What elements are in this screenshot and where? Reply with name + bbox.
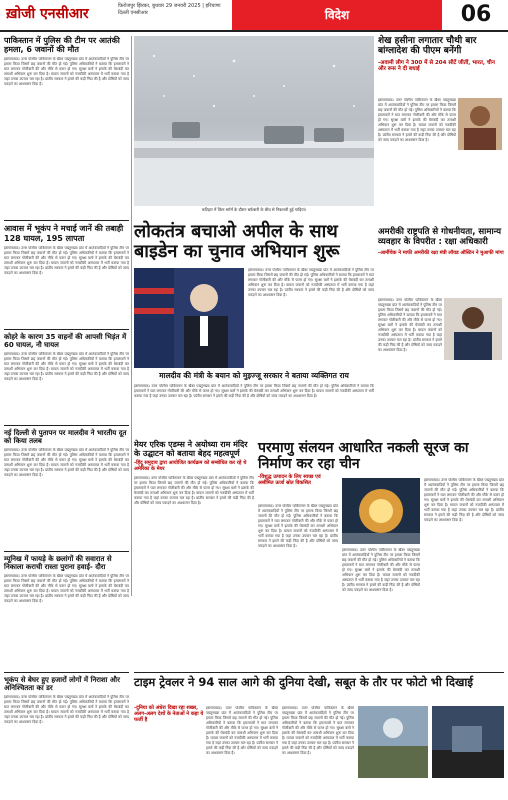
- china-sun-headline: परमाणु संलयन आधारित नकली सूरज का निर्माण कर रहा चीन: [258, 440, 469, 472]
- maldives-body: इस्लामाबाद। उत्तर पश्चिम पाकिस्तान के खैबर पख्तूनख्वा प्रांत में आतंकवादियों ने पुलिस टीम पर हमला किया जिसमें छह जवानों की मौत हो गई। पुलिस अधिकारियों ने बताया कि हमलावरों ने घात लगाकर गोलीबारी की और मौके से फरार हो गए। सुरक्षा बलों ने इलाके की घेराबंदी कर तलाशी अभियान शुरू कर दिया है। घायल जवानों को नजदीकी अस्पताल में भर्ती कराया गया है जहां उनका उपचार चल रहा है। प्रांतीय सरकार ने हमले की कड़ी निंदा की है और दोषियों को जल्द पकड़ने का आश्वासन दिया है।: [134, 383, 374, 398]
- china-sun-body-2: इस्लामाबाद। उत्तर पश्चिम पाकिस्तान के खैबर पख्तूनख्वा प्रांत में आतंकवादियों ने पुलिस टीम पर हमला किया जिसमें छह जवानों की मौत हो गई। पुलिस अधिकारियों ने बताया कि हमलावरों ने घात लगाकर गोलीबारी की और मौके से फरार हो गए। सुरक्षा बलों ने इलाके की घेराबंदी कर तलाशी अभियान शुरू कर दिया है। घायल जवानों को नजदीकी अस्पताल में भर्ती कराया गया है जहां उनका उपचार चल रहा है। प्रांतीय सरकार ने हमले की कड़ी निंदा की है और दोषियों को जल्द पकड़ने का आश्वासन दिया है।: [342, 548, 420, 592]
- left-headline-5: म्यूनिख में फायड़े के छलांगों की सवारात से निकाला कराची रास्ता पुराना हवाई- दौरा: [4, 554, 112, 571]
- newspaper-logo: ख़ोजी एनसीआर: [6, 6, 89, 22]
- page-number: 06: [444, 0, 508, 30]
- left-body-5: इस्लामाबाद। उत्तर पश्चिम पाकिस्तान के खैबर पख्तूनख्वा प्रांत में आतंकवादियों ने पुलिस टीम पर हमला किया जिसमें छह जवानों की मौत हो गई। पुलिस अधिकारियों ने बताया कि हमलावरों ने घात लगाकर गोलीबारी की और मौके से फरार हो गए। सुरक्षा बलों ने इलाके की घेराबंदी कर तलाशी अभियान शुरू कर दिया है। घायल जवानों को नजदीकी अस्पताल में भर्ती कराया गया है जहां उनका उपचार चल रहा है। प्रांतीय सरकार ने हमले की कड़ी निंदा की है और दोषियों को जल्द पकड़ने का आश्वासन दिया है।: [4, 574, 129, 604]
- time-traveler-photo-2: [432, 706, 504, 778]
- china-sun-subheadline: -विशुद्ध उत्पादन के लिए स्वच्छ एवं असीमित ऊर्जा स्रोत विकसित: [258, 474, 321, 486]
- sheikh-hasina-photo: [458, 98, 502, 150]
- fusion-reactor-photo: [342, 478, 420, 544]
- left-body-3: इस्लामाबाद। उत्तर पश्चिम पाकिस्तान के खैबर पख्तूनख्वा प्रांत में आतंकवादियों ने पुलिस टीम पर हमला किया जिसमें छह जवानों की मौत हो गई। पुलिस अधिकारियों ने बताया कि हमलावरों ने घात लगाकर गोलीबारी की और मौके से फरार हो गए। सुरक्षा बलों ने इलाके की घेराबंदी कर तलाशी अभियान शुरू कर दिया है। घायल जवानों को नजदीकी अस्पताल में भर्ती कराया गया है जहां उनका उपचार चल रहा है। प्रांतीय सरकार ने हमले की कड़ी निंदा की है और दोषियों को जल्द पकड़ने का आश्वासन दिया है।: [4, 351, 129, 381]
- lead-body-1: इस्लामाबाद। उत्तर पश्चिम पाकिस्तान के खैबर पख्तूनख्वा प्रांत में आतंकवादियों ने पुलिस टीम पर हमला किया जिसमें छह जवानों की मौत हो गई। पुलिस अधिकारियों ने बताया कि हमलावरों ने घात लगाकर गोलीबारी की और मौके से फरार हो गए। सुरक्षा बलों ने इलाके की घेराबंदी कर तलाशी अभियान शुरू कर दिया है। घायल जवानों को नजदीकी अस्पताल में भर्ती कराया गया है जहां उनका उपचार चल रहा है। प्रांतीय सरकार ने हमले की कड़ी निंदा की है और दोषियों को जल्द पकड़ने का आश्वासन दिया है।: [248, 268, 374, 297]
- right-top-subheadline: -अवामी लीग ने 300 में से 204 सीटें जीतीं, भारत, चीन और रूस ने दी बधाई: [378, 59, 495, 72]
- time-traveler-photo-1: [358, 706, 428, 778]
- lead-headline: लोकतंत्र बचाओ अपील के साथ बाइडेन का चुनाव अभियान शुरू: [134, 221, 340, 262]
- maldives-story: [134, 372, 374, 436]
- right-top-story: [378, 36, 504, 226]
- left-body-2: इस्लामाबाद। उत्तर पश्चिम पाकिस्तान के खैबर पख्तूनख्वा प्रांत में आतंकवादियों ने पुलिस टीम पर हमला किया जिसमें छह जवानों की मौत हो गई। पुलिस अधिकारियों ने बताया कि हमलावरों ने घात लगाकर गोलीबारी की और मौके से फरार हो गए। सुरक्षा बलों ने इलाके की घेराबंदी कर तलाशी अभियान शुरू कर दिया है। घायल जवानों को नजदीकी अस्पताल में भर्ती कराया गया है जहां उनका उपचार चल रहा है। प्रांतीय सरकार ने हमले की कड़ी निंदा की है और दोषियों को जल्द पकड़ने का आश्वासन दिया है।: [4, 245, 129, 275]
- time-traveler-story: [134, 676, 504, 796]
- left-headline-3: कोहरे के कारण 35 वाहनों की आपसी भिड़ंत में 60 घायल, नौ घायल: [4, 332, 127, 349]
- time-traveler-headline: टाइम ट्रेवलर ने 94 साल आगे की दुनिया देखी, सबूत के तौर पर फोटो भी दिखाई: [134, 675, 473, 689]
- china-sun-body-3: इस्लामाबाद। उत्तर पश्चिम पाकिस्तान के खैबर पख्तूनख्वा प्रांत में आतंकवादियों ने पुलिस टीम पर हमला किया जिसमें छह जवानों की मौत हो गई। पुलिस अधिकारियों ने बताया कि हमलावरों ने घात लगाकर गोलीबारी की और मौके से फरार हो गए। सुरक्षा बलों ने इलाके की घेराबंदी कर तलाशी अभियान शुरू कर दिया है। घायल जवानों को नजदीकी अस्पताल में भर्ती कराया गया है जहां उनका उपचार चल रहा है। प्रांतीय सरकार ने हमले की कड़ी निंदा की है और दोषियों को जल्द पकड़ने का आश्वासन दिया है।: [424, 478, 504, 522]
- left-body-4: इस्लामाबाद। उत्तर पश्चिम पाकिस्तान के खैबर पख्तूनख्वा प्रांत में आतंकवादियों ने पुलिस टीम पर हमला किया जिसमें छह जवानों की मौत हो गई। पुलिस अधिकारियों ने बताया कि हमलावरों ने घात लगाकर गोलीबारी की और मौके से फरार हो गए। सुरक्षा बलों ने इलाके की घेराबंदी कर तलाशी अभियान शुरू कर दिया है। घायल जवानों को नजदीकी अस्पताल में भर्ती कराया गया है जहां उनका उपचार चल रहा है। प्रांतीय सरकार ने हमले की कड़ी निंदा की है और दोषियों को जल्द पकड़ने का आश्वासन दिया है।: [4, 447, 129, 477]
- snowstorm-illustration: [134, 36, 374, 206]
- hero-caption: कटिहार में विंटर स्टॉर्म के दौरान बर्फबारी के बीच से निकलती हुई गाड़ियां।: [201, 207, 307, 212]
- left-headline-1: पाकिस्तान में पुलिस की टीम पर आतंकी हमला, 6 जवानों की मौत: [4, 36, 120, 55]
- time-traveler-body-1: इस्लामाबाद। उत्तर पश्चिम पाकिस्तान के खैबर पख्तूनख्वा प्रांत में आतंकवादियों ने पुलिस टीम पर हमला किया जिसमें छह जवानों की मौत हो गई। पुलिस अधिकारियों ने बताया कि हमलावरों ने घात लगाकर गोलीबारी की और मौके से फरार हो गए। सुरक्षा बलों ने इलाके की घेराबंदी कर तलाशी अभियान शुरू कर दिया है। घायल जवानों को नजदीकी अस्पताल में भर्ती कराया गया है जहां उनका उपचार चल रहा है। प्रांतीय सरकार ने हमले की कड़ी निंदा की है और दोषियों को जल्द पकड़ने का आश्वासन दिया है।: [206, 706, 278, 755]
- eric-adams-headline: मेयर एरिक एडम्स ने अयोध्या राम मंदिर के उद्घाटन को बताया बेहद महत्वपूर्ण: [134, 440, 248, 459]
- eric-adams-story: [134, 440, 254, 670]
- right-mid-subheadline: -आर्मीचेक ने माफी अमरीकी रक्षा मंत्री लॉयड ऑस्टिन ने मुआफी मांगा: [378, 249, 504, 256]
- right-top-body: इस्लामाबाद। उत्तर पश्चिम पाकिस्तान के खैबर पख्तूनख्वा प्रांत में आतंकवादियों ने पुलिस टीम पर हमला किया जिसमें छह जवानों की मौत हो गई। पुलिस अधिकारियों ने बताया कि हमलावरों ने घात लगाकर गोलीबारी की और मौके से फरार हो गए। सुरक्षा बलों ने इलाके की घेराबंदी कर तलाशी अभियान शुरू कर दिया है। घायल जवानों को नजदीकी अस्पताल में भर्ती कराया गया है जहां उनका उपचार चल रहा है। प्रांतीय सरकार ने हमले की कड़ी निंदा की है और दोषियों को जल्द पकड़ने का आश्वासन दिया है।: [378, 98, 456, 142]
- time-traveler-subheadline: -दुनिया को अंधेरा दिखा रहा शख्स, अलग-अलग देशों के नेताओं ने कहा ये फर्जी है: [134, 705, 204, 723]
- china-sun-story: [258, 440, 504, 670]
- biden-photo: [134, 268, 244, 368]
- left-headline-2: आवास में भूकंप ने मचाई जानें की तबाही 128 घायल, 195 लापता: [4, 224, 124, 243]
- lloyd-austin-photo: [444, 298, 502, 360]
- left-column: [4, 36, 129, 796]
- left-body-1: इस्लामाबाद। उत्तर पश्चिम पाकिस्तान के खैबर पख्तूनख्वा प्रांत में आतंकवादियों ने पुलिस टीम पर हमला किया जिसमें छह जवानों की मौत हो गई। पुलिस अधिकारियों ने बताया कि हमलावरों ने घात लगाकर गोलीबारी की और मौके से फरार हो गए। सुरक्षा बलों ने इलाके की घेराबंदी कर तलाशी अभियान शुरू कर दिया है। घायल जवानों को नजदीकी अस्पताल में भर्ती कराया गया है जहां उनका उपचार चल रहा है। प्रांतीय सरकार ने हमले की कड़ी निंदा की है और दोषियों को जल्द पकड़ने का आश्वासन दिया है।: [4, 57, 129, 87]
- right-mid-headline: अमरीकी राष्ट्रपति से गोधनीयता, सामान्य व्यवहार के विपरीत : रक्षा अधिकारी: [378, 227, 502, 247]
- eric-adams-body: इस्लामाबाद। उत्तर पश्चिम पाकिस्तान के खैबर पख्तूनख्वा प्रांत में आतंकवादियों ने पुलिस टीम पर हमला किया जिसमें छह जवानों की मौत हो गई। पुलिस अधिकारियों ने बताया कि हमलावरों ने घात लगाकर गोलीबारी की और मौके से फरार हो गए। सुरक्षा बलों ने इलाके की घेराबंदी कर तलाशी अभियान शुरू कर दिया है। घायल जवानों को नजदीकी अस्पताल में भर्ती कराया गया है जहां उनका उपचार चल रहा है। प्रांतीय सरकार ने हमले की कड़ी निंदा की है और दोषियों को जल्द पकड़ने का आश्वासन दिया है।: [134, 475, 254, 505]
- left-body-6: इस्लामाबाद। उत्तर पश्चिम पाकिस्तान के खैबर पख्तूनख्वा प्रांत में आतंकवादियों ने पुलिस टीम पर हमला किया जिसमें छह जवानों की मौत हो गई। पुलिस अधिकारियों ने बताया कि हमलावरों ने घात लगाकर गोलीबारी की और मौके से फरार हो गए। सुरक्षा बलों ने इलाके की घेराबंदी कर तलाशी अभियान शुरू कर दिया है। घायल जवानों को नजदीकी अस्पताल में भर्ती कराया गया है जहां उनका उपचार चल रहा है। प्रांतीय सरकार ने हमले की कड़ी निंदा की है और दोषियों को जल्द पकड़ने का आश्वासन दिया है।: [4, 695, 129, 725]
- masthead: [0, 0, 508, 32]
- section-label: विदेश: [232, 0, 442, 30]
- maldives-headline: मालदीव की मंत्री के बयान को मुइज्जू सरकार ने बताया व्यक्तिगत राय: [159, 371, 349, 380]
- dateline: फ़िरोजपुर झिरका, बुधवार 29 जनवरी 2025 | हरियाणा दिल्ली एनसीआर: [118, 3, 221, 16]
- china-sun-body-1: इस्लामाबाद। उत्तर पश्चिम पाकिस्तान के खैबर पख्तूनख्वा प्रांत में आतंकवादियों ने पुलिस टीम पर हमला किया जिसमें छह जवानों की मौत हो गई। पुलिस अधिकारियों ने बताया कि हमलावरों ने घात लगाकर गोलीबारी की और मौके से फरार हो गए। सुरक्षा बलों ने इलाके की घेराबंदी कर तलाशी अभियान शुरू कर दिया है। घायल जवानों को नजदीकी अस्पताल में भर्ती कराया गया है जहां उनका उपचार चल रहा है। प्रांतीय सरकार ने हमले की कड़ी निंदा की है और दोषियों को जल्द पकड़ने का आश्वासन दिया है।: [258, 504, 338, 548]
- left-headline-6: भूकंप से बेघर हुए हजारों लोगों में निराशा और अनिश्चितता का डर: [4, 676, 120, 693]
- right-mid-body: इस्लामाबाद। उत्तर पश्चिम पाकिस्तान के खैबर पख्तूनख्वा प्रांत में आतंकवादियों ने पुलिस टीम पर हमला किया जिसमें छह जवानों की मौत हो गई। पुलिस अधिकारियों ने बताया कि हमलावरों ने घात लगाकर गोलीबारी की और मौके से फरार हो गए। सुरक्षा बलों ने इलाके की घेराबंदी कर तलाशी अभियान शुरू कर दिया है। घायल जवानों को नजदीकी अस्पताल में भर्ती कराया गया है जहां उनका उपचार चल रहा है। प्रांतीय सरकार ने हमले की कड़ी निंदा की है और दोषियों को जल्द पकड़ने का आश्वासन दिया है।: [378, 298, 442, 352]
- right-top-headline: शेख हसीना लगातार चौथी बार बांग्लादेश की पीएम बनेंगी: [378, 36, 477, 57]
- right-mid-story: [378, 228, 504, 428]
- left-headline-4: नई दिल्ली से पुतापन पर मालदीव ने भारतीय दूत को किया तलब: [4, 428, 127, 445]
- eric-adams-subheadline: -हिंदू समुदाय द्वारा आयोजित कार्यक्रम को सम्बोधित कर रहे थे अमेरिका के मेयर: [134, 460, 247, 473]
- time-traveler-body-2: इस्लामाबाद। उत्तर पश्चिम पाकिस्तान के खैबर पख्तूनख्वा प्रांत में आतंकवादियों ने पुलिस टीम पर हमला किया जिसमें छह जवानों की मौत हो गई। पुलिस अधिकारियों ने बताया कि हमलावरों ने घात लगाकर गोलीबारी की और मौके से फरार हो गए। सुरक्षा बलों ने इलाके की घेराबंदी कर तलाशी अभियान शुरू कर दिया है। घायल जवानों को नजदीकी अस्पताल में भर्ती कराया गया है जहां उनका उपचार चल रहा है। प्रांतीय सरकार ने हमले की कड़ी निंदा की है और दोषियों को जल्द पकड़ने का आश्वासन दिया है।: [282, 706, 354, 755]
- hero-photo-snowstorm: [134, 36, 374, 206]
- lead-story: [134, 222, 374, 262]
